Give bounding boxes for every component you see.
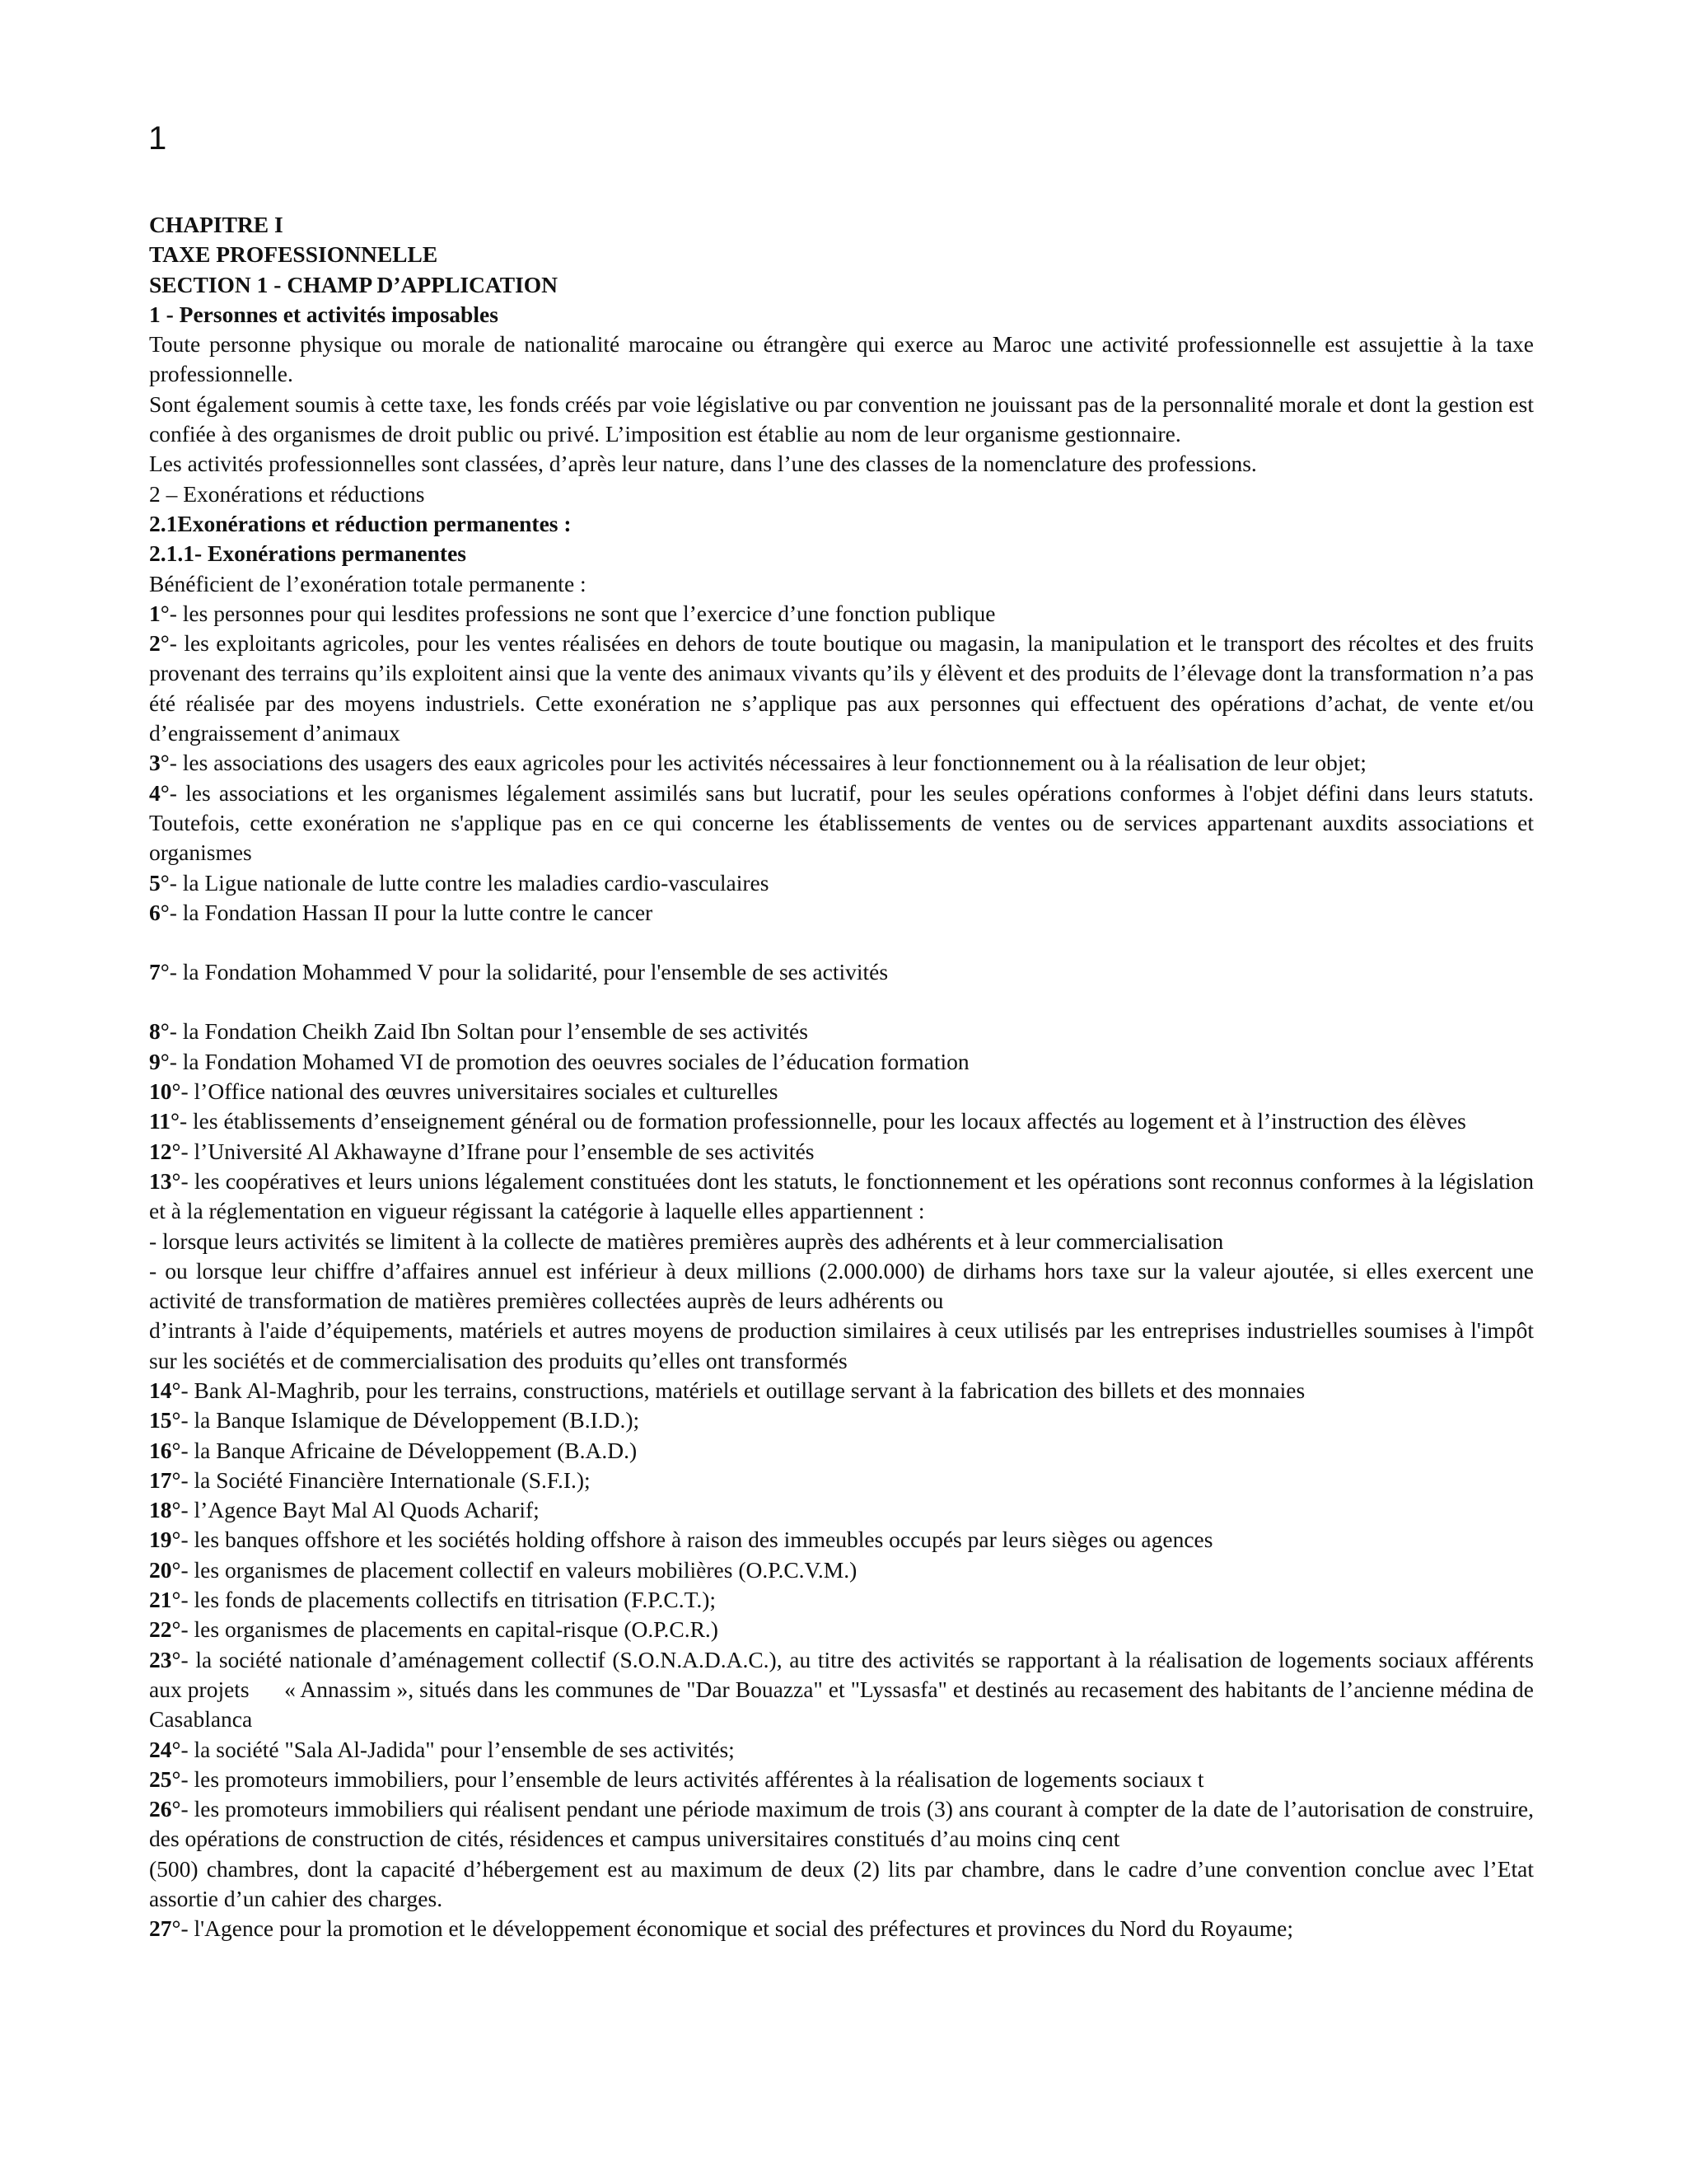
list-item [149,748,1534,778]
list-item [149,1167,1534,1227]
item-text: - la Fondation Hassan II pour la lutte contre le cancer [169,899,653,925]
item-number: 2° [149,630,170,657]
list-item [149,1525,1534,1555]
document-body [149,210,1540,1944]
item-number: 19° [149,1527,181,1553]
item-text: - les associations des usagers des eaux agricoles pour les activités nécessaires à leur fonctionnement ou à la réalisation de leur objet; [169,750,1367,776]
list-item [149,1017,1534,1046]
item-number: 4° [149,779,170,806]
item-text: - les exploitants agricoles, pour les ventes réalisées en dehors de toute boutique ou magasin, la manipulation et le transport des récoltes et des fruits provenant des terrains qu’ils exploitent ainsi que la vente des animaux vivants qu’ils y élèvent et des produits de l’élevage dont la transformation n’a pas été réalisée par des moyens industriels. Cette exonération ne s’applique pas aux personnes qui effectuent des opérations d’achat, de vente et/ou d’engraissement d’animaux [149,630,1534,746]
list-item [149,1645,1540,1735]
item-text: - l'Agence pour la promotion et le développement économique et social des préfectures et provinces du Nord du Royaume; [180,1915,1293,1942]
item-text: - la Banque Africaine de Développement (B.A.D.) [180,1437,638,1463]
list-item [149,1555,1534,1585]
list-item [149,1047,1534,1077]
item-number: 17° [149,1466,181,1493]
item-number: 3° [149,750,170,776]
item-text: - Bank Al-Maghrib, pour les terrains, constructions, matériels et outillage servant à la fabrication des billets et des monnaies [180,1377,1306,1403]
item-number: 9° [149,1048,170,1074]
list-item [149,1914,1534,1943]
item-number: 7° [149,959,170,985]
item-text: - la Fondation Mohamed VI de promotion des oeuvres sociales de l’éducation formation [169,1048,970,1074]
item-text: - les établissements d’enseignement général ou de formation professionnelle, pour les locaux affectés au logement et à l’instruction des élèves [179,1108,1466,1134]
item-text: - la Fondation Mohammed V pour la solidarité, pour l'ensemble de ses activités [169,959,889,985]
item-number: 18° [149,1497,181,1523]
item-text: - les organismes de placements en capital-risque (O.P.C.R.) [180,1616,718,1643]
subsection-heading: 1 - Personnes et activités imposables [149,301,498,327]
paragraph: Bénéficient de l’exonération totale permanente : [149,570,586,596]
item-number: 27° [149,1915,181,1942]
item-text: - la Société Financière Internationale (S.F.I.); [180,1466,591,1493]
subsection-heading-plain: 2 – Exonérations et réductions [149,480,425,507]
list-item [149,1466,1534,1495]
item-number: 1° [149,600,170,626]
list-item [149,868,1534,898]
paragraph: Sont également soumis à cette taxe, les fonds créés par voie législative ou par convention ne jouissant pas de la personnalité morale et dont la gestion est confiée à des organismes de droit public ou privé. L’imposition est établie au nom de leur organisme gestionnaire. [149,391,1534,447]
item-text: - l’Agence Bayt Mal Al Quods Acharif; [180,1497,540,1523]
item-number: 12° [149,1138,181,1164]
list-item-continuation: - lorsque leurs activités se limitent à la collecte de matières premières auprès des adhérents et à leur commercialisation [149,1228,1224,1254]
list-item [149,1735,1534,1765]
item-number: 14° [149,1377,181,1403]
list-item [149,1436,1534,1466]
item-number: 13° [149,1167,181,1194]
item-number: 6° [149,899,170,925]
item-number: 10° [149,1078,181,1105]
item-number: 20° [149,1556,181,1583]
item-text: - la société "Sala Al-Jadida" pour l’ensemble de ses activités; [180,1736,735,1762]
item-number: 22° [149,1616,181,1643]
list-item [149,1495,1534,1525]
item-text: - la Fondation Cheikh Zaid Ibn Soltan pour l’ensemble de ses activités [169,1018,808,1045]
list-item [149,1585,1534,1615]
item-number: 24° [149,1736,181,1762]
list-item [149,1106,1534,1136]
list-item [149,1765,1534,1794]
item-text: - les coopératives et leurs unions légalement constituées dont les statuts, le fonctionnement et les opérations sont reconnus conformes à la législation et à la réglementation en vigueur régissant la catégorie à laquelle elles appartiennent : [149,1167,1534,1224]
item-number: 11° [149,1108,180,1134]
list-item [149,898,1534,928]
list-item [149,599,1534,629]
page-number: 1 [148,120,167,157]
paragraph: Toute personne physique ou morale de nationalité marocaine ou étrangère qui exerce au Maroc une activité professionnelle est assujettie à la taxe professionnelle. [149,331,1534,387]
list-item [149,1376,1534,1405]
subsection-heading: 2.1Exonérations et réduction permanentes : [149,510,572,536]
item-number: 26° [149,1796,181,1822]
title-heading: TAXE PROFESSIONNELLE [149,241,438,268]
chapter-heading: CHAPITRE I [149,212,283,237]
list-item [149,1405,1534,1435]
list-item [149,1615,1534,1644]
item-number: 21° [149,1587,181,1613]
item-text: - les personnes pour qui lesdites professions ne sont que l’exercice d’une fonction publique [169,600,996,626]
item-text: - les fonds de placements collectifs en titrisation (F.P.C.T.); [180,1587,717,1613]
item-text: - l’Université Al Akhawayne d’Ifrane pour l’ensemble de ses activités [180,1138,815,1164]
item-text: - les promoteurs immobiliers, pour l’ensemble de leurs activités afférentes à la réalisation de logements sociaux t [180,1765,1204,1792]
item-number: 5° [149,869,170,896]
item-number: 25° [149,1765,181,1792]
list-item [149,1794,1534,1854]
item-text: - les promoteurs immobiliers qui réalisent pendant une période maximum de trois (3) ans courant à compter de la date de l’autorisation de construire, des opérations de construction de cités, résidences et campus universitaires constitués d’au moins cinq cent [149,1796,1534,1852]
paragraph: Les activités professionnelles sont classées, d’après leur nature, dans l’une des classes de la nomenclature des professions. [149,451,1257,477]
subsection-heading: 2.1.1- Exonérations permanentes [149,540,466,567]
list-item [149,1137,1534,1167]
item-number: 15° [149,1407,181,1433]
item-number: 16° [149,1437,181,1463]
list-item [149,1077,1534,1106]
item-text: - la Banque Islamique de Développement (B.I.D.); [180,1407,640,1433]
list-item [149,779,1534,868]
item-text: - la Ligue nationale de lutte contre les maladies cardio-vasculaires [169,869,769,896]
item-text: - la société nationale d’aménagement collectif (S.O.N.A.D.A.C.), au titre des activités se rapportant à la réalisation de logements sociaux afférents aux projets « Annassim », situés dans les communes de "Dar Bouazza" et "Lyssasfa" et destinés au recasement des habitants de l’ancienne médina de Casablanca [149,1646,1540,1733]
item-text: - l’Office national des œuvres universitaires sociales et culturelles [180,1078,778,1105]
list-item-continuation: - ou lorsque leur chiffre d’affaires annuel est inférieur à deux millions (2.000.000) de dirhams hors taxe sur la valeur ajoutée, si elles exercent une activité de transformation de matières premières collectées auprès de leurs adhérents ou [149,1257,1534,1314]
item-text: - les banques offshore et les sociétés holding offshore à raison des immeubles occupés par leurs sièges ou agences [180,1527,1213,1553]
section-heading: SECTION 1 - CHAMP D’APPLICATION [149,271,558,297]
list-item [149,629,1534,748]
list-item-continuation: (500) chambres, dont la capacité d’hébergement est au maximum de deux (2) lits par chambre, dans le cadre d’une convention conclue avec l’Etat assortie d’un cahier des charges. [149,1855,1534,1912]
item-number: 8° [149,1018,170,1045]
item-text: - les organismes de placement collectif en valeurs mobilières (O.P.C.V.M.) [180,1556,858,1583]
item-number: 23° [149,1646,181,1672]
list-item [149,957,1534,987]
list-item-continuation: d’intrants à l'aide d’équipements, matériels et autres moyens de production similaires à ceux utilisés par les entreprises industrielles soumises à l'impôt sur les sociétés et de commercialisation des produits qu’elles ont transformés [149,1317,1534,1373]
item-text: - les associations et les organismes légalement assimilés sans but lucratif, pour les seules opérations conformes à l'objet défini dans leurs statuts. Toutefois, cette exonération ne s'applique pas en ce qui concerne les établissements de ventes ou de services appartenant auxdits associations et organismes [149,779,1534,866]
